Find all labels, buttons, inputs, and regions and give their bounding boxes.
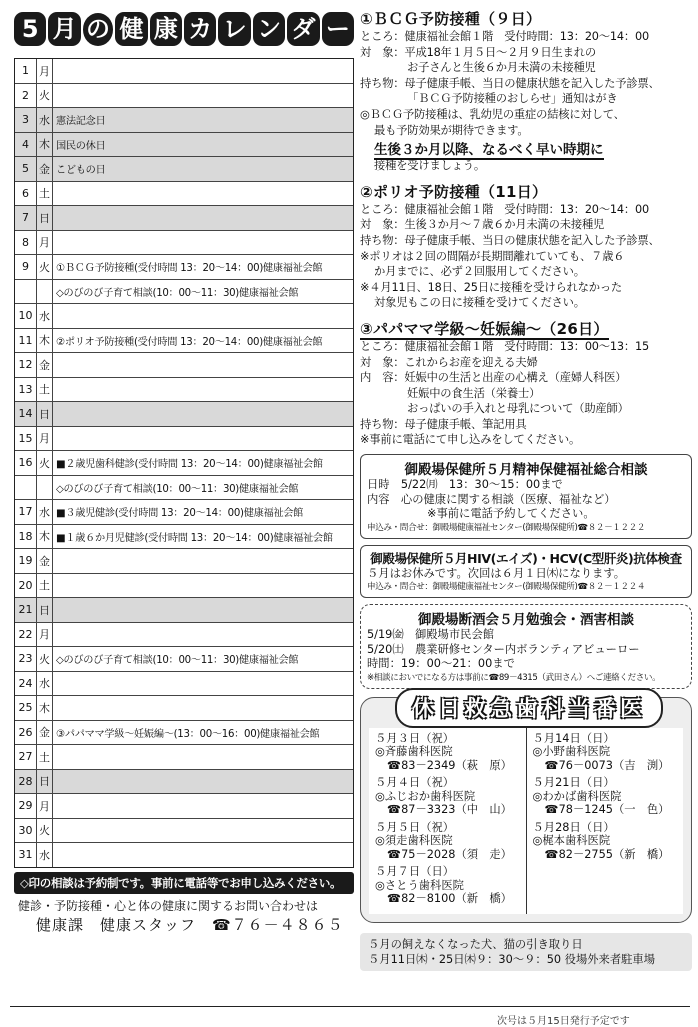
calendar-day: 16 xyxy=(15,451,37,475)
calendar-row xyxy=(15,427,353,452)
polio-line: 対象児もこの日に接種を受けてください。 xyxy=(374,296,585,310)
pet-pickup-box xyxy=(360,933,692,971)
calendar-row xyxy=(15,843,353,867)
calendar-day xyxy=(15,476,37,500)
calendar-day: 7 xyxy=(15,206,37,230)
dental-clinic: ◎斉藤歯科医院 xyxy=(375,745,453,759)
calendar-row xyxy=(15,451,353,476)
calendar-column xyxy=(14,10,354,935)
mental-health-line: 日時 5/22㈪ 13：30～15：00まで xyxy=(367,478,563,492)
calendar-event xyxy=(53,231,353,255)
calendar-weekday: 水 xyxy=(37,843,53,867)
calendar-day: 9 xyxy=(15,255,37,279)
calendar-day: 18 xyxy=(15,525,37,549)
calendar-row xyxy=(15,647,353,672)
dental-phone: ☎87－3323（中 山） xyxy=(387,803,512,817)
dental-entry xyxy=(533,732,678,773)
bcg-section xyxy=(360,8,692,174)
papamama-section xyxy=(360,318,692,448)
calendar-row xyxy=(15,133,353,158)
calendar-event xyxy=(53,770,353,794)
next-issue-note: 次号は５月15日発行予定です xyxy=(497,1016,630,1027)
calendar-row xyxy=(15,476,353,501)
calendar-weekday: 金 xyxy=(37,721,53,745)
calendar-row xyxy=(15,623,353,648)
dental-clinic: ◎小野歯科医院 xyxy=(532,745,611,759)
bcg-line: 「ＢＣＧ予防接種のおしらせ」通知はがき xyxy=(407,92,618,106)
calendar-row xyxy=(15,721,353,746)
bcg-emphasis xyxy=(360,138,692,158)
reservation-note: ◇印の相談は予約制です。事前に電話等でお申し込みください。 xyxy=(14,872,354,894)
calendar-row xyxy=(15,231,353,256)
title-char-tile: 5 xyxy=(14,12,46,46)
bcg-line: 最も予防効果が期待できます。 xyxy=(374,123,529,137)
hiv-test-title: 御殿場保健所５月HIV(エイズ)・HCV(C型肝炎)抗体検査 xyxy=(370,550,682,566)
calendar-day: 30 xyxy=(15,819,37,843)
calendar-day: 6 xyxy=(15,182,37,206)
dental-clinic: ◎梶本歯科医院 xyxy=(532,834,611,848)
papamama-title-text: ③パパママ学級～妊娠編～（26日） xyxy=(360,319,609,338)
dental-date: ５月５日（祝） xyxy=(375,820,455,834)
bcg-line: 対 象：平成18年１月５日～２月９日生まれの xyxy=(360,45,596,59)
calendar-event: ■１歳６か月児健診(受付時間 13：20～14：00)健康福祉会館 xyxy=(56,532,333,544)
calendar-event xyxy=(53,598,353,622)
calendar-weekday: 金 xyxy=(37,353,53,377)
dental-column-right xyxy=(526,728,684,914)
dental-entry xyxy=(375,865,520,906)
dental-list xyxy=(369,728,683,914)
calendar-row xyxy=(15,182,353,207)
papamama-line: 持ち物：母子健康手帳、筆記用具 xyxy=(360,417,527,431)
calendar-event: ■３歳児健診(受付時間 13：20～14：00)健康福祉会館 xyxy=(56,508,304,520)
dental-entry xyxy=(375,821,520,862)
calendar-day: 26 xyxy=(15,721,37,745)
sobriety-contact: ※相談においでになる方は事前に☎89－4315（武田さん）へご連絡ください。 xyxy=(367,672,661,683)
calendar-row xyxy=(15,255,353,280)
calendar-weekday: 月 xyxy=(37,59,53,83)
dental-clinic: ◎須走歯科医院 xyxy=(375,834,453,848)
dental-phone: ☎82－8100（新 橋） xyxy=(387,892,512,906)
title-char-tile: 健 xyxy=(115,12,147,46)
calendar-event: 国民の休日 xyxy=(53,133,353,157)
calendar-day: 2 xyxy=(15,84,37,108)
polio-line: ところ：健康福祉会館１階 受付時間：13：20～14：00 xyxy=(360,202,649,216)
calendar-day: 15 xyxy=(15,427,37,451)
calendar-weekday: 火 xyxy=(37,819,53,843)
dental-phone: ☎75－2028（須 走） xyxy=(387,847,512,861)
calendar-day: 12 xyxy=(15,353,37,377)
calendar-event: ③パパママ学級～妊娠編～(13：00～16：00)健康福祉会館 xyxy=(56,728,320,740)
calendar-title xyxy=(14,10,354,48)
calendar-row xyxy=(15,672,353,697)
calendar-event: ①ＢＣＧ予防接種(受付時間 13：20～14：00)健康福祉会館 xyxy=(56,263,323,275)
calendar-weekday: 木 xyxy=(37,329,53,353)
calendar-weekday: 日 xyxy=(37,402,53,426)
calendar-event: ■２歳児歯科健診(受付時間 13：20～14：00)健康福祉会館 xyxy=(56,459,323,471)
calendar-day: 11 xyxy=(15,329,37,353)
calendar-row xyxy=(15,108,353,133)
calendar-event xyxy=(53,427,353,451)
calendar-weekday: 土 xyxy=(37,574,53,598)
dental-entry xyxy=(375,776,520,817)
calendar-weekday: 土 xyxy=(37,182,53,206)
calendar-event xyxy=(53,59,353,83)
calendar-event xyxy=(53,672,353,696)
mental-health-contact: 申込み・問合せ：御殿場健康福祉センター(御殿場保健所)☎８２－１２２２ xyxy=(367,522,646,533)
calendar-weekday: 月 xyxy=(37,231,53,255)
calendar-table xyxy=(14,58,354,868)
calendar-event xyxy=(53,304,353,328)
mental-health-line: 内容 心の健康に関する相談（医療、福祉など） xyxy=(367,492,616,506)
calendar-row xyxy=(15,819,353,844)
title-char-tile: の xyxy=(83,13,114,46)
bcg-emphasis-text: 生後３か月以降、なるべく早い時期に xyxy=(374,142,604,159)
calendar-day: 13 xyxy=(15,378,37,402)
calendar-row xyxy=(15,280,353,305)
calendar-row xyxy=(15,304,353,329)
polio-line: 持ち物：母子健康手帳、当日の健康状態を記入した予診票、 xyxy=(360,233,660,247)
calendar-event xyxy=(53,819,353,843)
papamama-line: 妊娠中の食生活（栄養士） xyxy=(407,386,541,400)
calendar-weekday: 火 xyxy=(37,84,53,108)
polio-section xyxy=(360,181,692,311)
sobriety-line: 5/20㈯ 農業研修センター内ボランティアビューロー xyxy=(367,642,640,656)
calendar-event xyxy=(53,84,353,108)
contact-intro: 健診・予防接種・心と体の健康に関するお問い合わせは xyxy=(18,898,319,913)
calendar-day: 8 xyxy=(15,231,37,255)
dental-phone: ☎82－2755（新 橋） xyxy=(544,847,670,861)
calendar-weekday: 日 xyxy=(37,770,53,794)
calendar-day: 3 xyxy=(15,108,37,132)
calendar-weekday: 水 xyxy=(37,304,53,328)
calendar-event: ◇のびのび子育て相談(10：00～11：30)健康福祉会館 xyxy=(56,483,299,495)
calendar-weekday: 金 xyxy=(37,549,53,573)
calendar-row xyxy=(15,84,353,109)
calendar-weekday xyxy=(37,476,53,500)
calendar-weekday: 日 xyxy=(37,598,53,622)
calendar-event: 憲法記念日 xyxy=(53,108,353,132)
calendar-day: 5 xyxy=(15,157,37,181)
calendar-row xyxy=(15,500,353,525)
dental-date: ５月21日（日） xyxy=(532,776,615,790)
holiday-dental-panel xyxy=(360,697,692,923)
calendar-row xyxy=(15,696,353,721)
pet-pickup-line: ５月の飼えなくなった犬、猫の引き取り日 xyxy=(368,937,583,951)
calendar-weekday: 月 xyxy=(37,794,53,818)
dental-clinic: ◎わかば歯科医院 xyxy=(532,789,622,803)
calendar-weekday: 金 xyxy=(37,157,53,181)
calendar-event xyxy=(53,794,353,818)
calendar-row xyxy=(15,745,353,770)
calendar-event xyxy=(53,843,353,867)
calendar-weekday xyxy=(37,280,53,304)
calendar-event xyxy=(53,696,353,720)
papamama-line: ※事前に電話にて申し込みをしてください。 xyxy=(360,433,581,447)
pet-pickup-line: ５月11日㈭・25日㈭９：30～９：50 役場外来者駐車場 xyxy=(368,952,656,966)
calendar-event xyxy=(53,182,353,206)
dental-entry xyxy=(533,821,678,862)
sobriety-line: 時間：19：00～21：00まで xyxy=(367,657,515,671)
calendar-day: 19 xyxy=(15,549,37,573)
bcg-line: ところ：健康福祉会館１階 受付時間：13：20～14：00 xyxy=(360,30,649,43)
dental-phone: ☎76－0073（吉 渕） xyxy=(544,758,670,772)
calendar-row xyxy=(15,206,353,231)
papamama-line: おっぱいの手入れと母乳について（助産師） xyxy=(407,402,629,416)
title-char-tile: レ xyxy=(218,12,250,46)
calendar-day: 31 xyxy=(15,843,37,867)
polio-line: ※ポリオは２回の間隔が長期間離れていても、７歳６ xyxy=(360,249,625,263)
polio-line: ※４月11日、18日、25日に接種を受けられなかった xyxy=(360,280,623,294)
calendar-row xyxy=(15,378,353,403)
bcg-line: ◎ＢＣＧ予防接種は、乳幼児の重症の結核に対して、 xyxy=(360,107,625,121)
title-char-tile: ダ xyxy=(287,12,319,46)
calendar-day: 14 xyxy=(15,402,37,426)
calendar-weekday: 水 xyxy=(37,672,53,696)
calendar-row xyxy=(15,794,353,819)
bcg-title: ①ＢＣＧ予防接種（９日） xyxy=(360,10,542,28)
calendar-day: 23 xyxy=(15,647,37,671)
dental-entry xyxy=(375,732,520,773)
calendar-weekday: 日 xyxy=(37,206,53,230)
dental-date: ５月４日（祝） xyxy=(375,776,455,790)
calendar-day: 22 xyxy=(15,623,37,647)
calendar-event xyxy=(53,549,353,573)
bcg-line: 持ち物：母子健康手帳、当日の健康状態を記入した予診票、 xyxy=(360,76,660,90)
calendar-day: 28 xyxy=(15,770,37,794)
polio-line: か月までに、必ず２回服用してください。 xyxy=(374,265,585,279)
title-char-tile: 康 xyxy=(150,12,182,46)
calendar-weekday: 水 xyxy=(37,500,53,524)
dental-entry xyxy=(533,776,678,817)
calendar-row xyxy=(15,549,353,574)
contact-phone: 健康課 健康スタッフ ☎７６－４８６５ xyxy=(36,915,344,934)
calendar-event: ◇のびのび子育て相談(10：00～11：30)健康福祉会館 xyxy=(56,655,299,667)
calendar-event xyxy=(53,353,353,377)
hiv-test-line: ５月はお休みです。次回は６月１日㈭になります。 xyxy=(367,566,626,580)
calendar-weekday: 木 xyxy=(37,525,53,549)
calendar-day: 1 xyxy=(15,59,37,83)
calendar-row xyxy=(15,525,353,550)
calendar-row xyxy=(15,59,353,84)
mental-health-line: ※事前に電話予約してください。 xyxy=(427,507,595,521)
calendar-event xyxy=(53,378,353,402)
calendar-event: ◇のびのび子育て相談(10：00～11：30)健康福祉会館 xyxy=(56,287,299,299)
calendar-day: 27 xyxy=(15,745,37,769)
calendar-row xyxy=(15,329,353,354)
bcg-line: 接種を受けましょう。 xyxy=(374,159,485,173)
title-char-tile: ー xyxy=(322,12,354,46)
calendar-row xyxy=(15,157,353,182)
calendar-event xyxy=(53,574,353,598)
dental-phone: ☎78－1245（一 色） xyxy=(544,803,670,817)
calendar-weekday: 水 xyxy=(37,108,53,132)
title-char-tile: 月 xyxy=(48,12,80,46)
calendar-row xyxy=(15,770,353,795)
papamama-line: ところ：健康福祉会館１階 受付時間：13：00～13：15 xyxy=(360,339,649,353)
calendar-event xyxy=(53,745,353,769)
dental-date: ５月28日（日） xyxy=(532,820,615,834)
dental-phone: ☎83－2349（萩 原） xyxy=(387,758,512,772)
calendar-day: 29 xyxy=(15,794,37,818)
calendar-weekday: 土 xyxy=(37,745,53,769)
hiv-test-box xyxy=(360,545,692,599)
sobriety-title: 御殿場断酒会５月勉強会・酒害相談 xyxy=(418,612,634,629)
title-char-tile: ン xyxy=(253,12,285,46)
polio-line: 対 象：生後３か月～７歳６か月未満の未接種児 xyxy=(360,218,605,232)
calendar-weekday: 火 xyxy=(37,451,53,475)
dental-clinic: ◎さとう歯科医院 xyxy=(375,878,464,892)
dental-column-left xyxy=(369,728,526,914)
calendar-day: 24 xyxy=(15,672,37,696)
calendar-weekday: 火 xyxy=(37,647,53,671)
calendar-event xyxy=(53,402,353,426)
calendar-row xyxy=(15,402,353,427)
dental-clinic: ◎ふじおか歯科医院 xyxy=(375,789,476,803)
bcg-line: お子さんと生後６か月未満の未接種児 xyxy=(407,61,596,75)
calendar-event xyxy=(53,623,353,647)
mental-health-title: 御殿場保健所５月精神保健福祉総合相談 xyxy=(404,462,648,479)
calendar-day: 10 xyxy=(15,304,37,328)
calendar-event: ②ポリオ予防接種(受付時間 13：20～14：00)健康福祉会館 xyxy=(56,336,323,348)
sobriety-line: 5/19㈮ 御殿場市民会館 xyxy=(367,628,495,642)
calendar-day: 25 xyxy=(15,696,37,720)
holiday-dental-title: 休日救急歯科当番医 xyxy=(395,688,663,728)
papamama-line: 内 容：妊娠中の生活と出産の心構え（産婦人科医） xyxy=(360,371,627,385)
page-divider xyxy=(10,1006,690,1007)
dental-date: ５月14日（日） xyxy=(532,731,615,745)
calendar-day xyxy=(15,280,37,304)
calendar-weekday: 月 xyxy=(37,623,53,647)
title-char-tile: カ xyxy=(184,12,216,46)
calendar-weekday: 土 xyxy=(37,378,53,402)
calendar-event: こどもの日 xyxy=(53,157,353,181)
calendar-weekday: 火 xyxy=(37,255,53,279)
sobriety-box xyxy=(360,604,692,689)
calendar-weekday: 月 xyxy=(37,427,53,451)
calendar-day: 17 xyxy=(15,500,37,524)
calendar-day: 20 xyxy=(15,574,37,598)
dental-date: ５月３日（祝） xyxy=(375,731,455,745)
calendar-row xyxy=(15,598,353,623)
calendar-weekday: 木 xyxy=(37,133,53,157)
hiv-test-contact: 申込み・問合せ：御殿場健康福祉センター(御殿場保健所)☎８２－１２２４ xyxy=(367,582,646,593)
calendar-event xyxy=(53,206,353,230)
calendar-row xyxy=(15,574,353,599)
mental-health-box xyxy=(360,454,692,539)
calendar-day: 21 xyxy=(15,598,37,622)
calendar-day: 4 xyxy=(15,133,37,157)
papamama-title xyxy=(360,318,692,339)
info-column xyxy=(360,8,692,971)
calendar-row xyxy=(15,353,353,378)
calendar-weekday: 木 xyxy=(37,696,53,720)
papamama-line: 対 象：これからお産を迎える夫婦 xyxy=(360,355,538,369)
polio-title: ②ポリオ予防接種（11日） xyxy=(360,182,548,201)
dental-date: ５月７日（日） xyxy=(375,865,455,879)
